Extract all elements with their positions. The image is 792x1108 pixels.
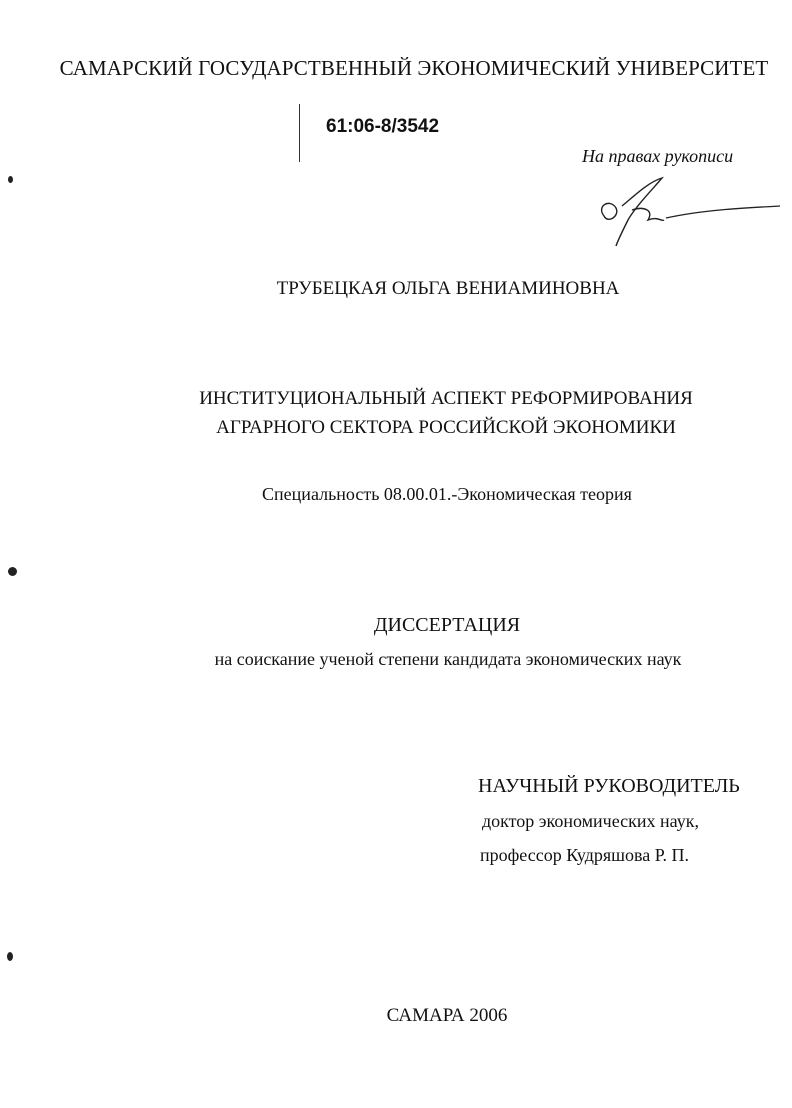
university-name: САМАРСКИЙ ГОСУДАРСТВЕННЫЙ ЭКОНОМИЧЕСКИЙ УНИВЕРСИТЕТ (59, 56, 769, 80)
advisor-name: профессор Кудряшова Р. П. (480, 845, 690, 865)
city-year: САМАРА 2006 (386, 1005, 508, 1026)
binding-mark-top (8, 176, 13, 183)
degree-line: на соискание ученой степени кандидата экономических наук (214, 649, 682, 669)
binding-mark-bottom (7, 952, 13, 961)
author-name: ТРУБЕЦКАЯ ОЛЬГА ВЕНИАМИНОВНА (276, 278, 620, 299)
rights-note: На правах рукописи (582, 146, 734, 166)
binding-mark-middle (8, 567, 17, 576)
title-line-2: АГРАРНОГО СЕКТОРА РОССИЙСКОЙ ЭКОНОМИКИ (216, 417, 676, 438)
advisor-degree: доктор экономических наук, (482, 811, 699, 831)
advisor-heading: НАУЧНЫЙ РУКОВОДИТЕЛЬ (478, 775, 740, 797)
code-divider (299, 104, 300, 162)
catalog-code: 61:06-8/3542 (326, 116, 440, 137)
document-type: ДИССЕРТАЦИЯ (373, 614, 521, 636)
dissertation-title (150, 384, 742, 442)
title-line-1: ИНСТИТУЦИОНАЛЬНЫЙ АСПЕКТ РЕФОРМИРОВАНИЯ (199, 388, 693, 409)
handwritten-signature (592, 176, 782, 248)
specialty: Специальность 08.00.01.-Экономическая теория (262, 484, 632, 504)
